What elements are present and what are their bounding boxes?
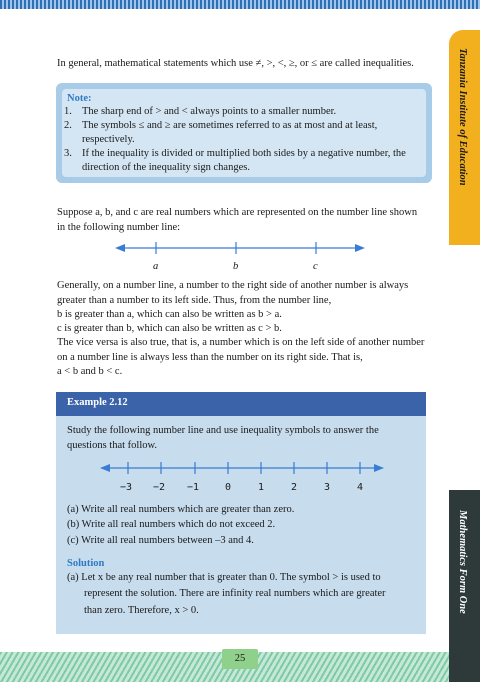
note-title: Note: — [67, 93, 92, 104]
suppose-text: Suppose a, b, and c are real numbers which are represented on the number line shown in the following number line: — [57, 207, 418, 233]
side-book-title: Mathematics Form One — [457, 510, 468, 614]
note-item-number: 2. — [64, 120, 72, 131]
example-question: Study the following number line and use inequality symbols to answer the questions that follow. — [67, 425, 379, 451]
paragraph-line-1: Generally, on a number line, a number to the right side of another number is always greater than a number to its left side. Thus, from the number line, — [57, 280, 409, 306]
solution-line-3: than zero. Therefore, x > 0. — [84, 605, 199, 616]
tick-label: −1 — [187, 482, 200, 493]
side-publisher-text: Tanzania Institute of Education — [457, 48, 468, 186]
top-decorative-stripe — [0, 0, 480, 9]
paragraph-line-4: The vice versa is also true, that is, a number which is on the left side of another number on a number line is always less than the number on its right side. That is, — [57, 337, 425, 363]
note-item — [64, 147, 424, 175]
note-list — [64, 105, 424, 175]
solution-line-2: represent the solution. There are infinity real numbers which are greater — [84, 588, 386, 599]
number-line-integers — [100, 458, 384, 478]
note-item — [64, 105, 424, 119]
paragraph-line-5: a < b and b < c. — [57, 366, 123, 377]
number-line-right-arrow — [355, 244, 365, 252]
solution-line-1: (a) Let x be any real number that is greater than 0. The symbol > is used to — [67, 572, 381, 583]
tick-label: 1 — [258, 482, 265, 493]
example-part-c: (c) Write all real numbers between –3 and 4. — [67, 535, 254, 546]
number-line-abc — [115, 238, 365, 258]
label-b: b — [233, 261, 239, 272]
label-c: c — [313, 261, 318, 272]
number-line-right-arrow — [374, 464, 384, 472]
label-a: a — [153, 261, 159, 272]
note-item-number: 1. — [64, 106, 72, 117]
note-item — [64, 119, 424, 147]
number-line-left-arrow — [115, 244, 125, 252]
paragraph-line-3: c is greater than b, which can also be written as c > b. — [57, 323, 282, 334]
note-item-text: If the inequality is divided or multiplied both sides by a negative number, the direction of the inequality sign changes. — [82, 148, 406, 173]
tick-label: −2 — [153, 482, 166, 493]
tick-label: 0 — [225, 482, 232, 493]
example-part-a: (a) Write all real numbers which are greater than zero. — [67, 504, 295, 515]
tick-label: −3 — [120, 482, 133, 493]
note-item-text: The symbols ≤ and ≥ are sometimes referred to as at most and at least, respectively. — [82, 120, 378, 145]
paragraph-line-2: b is greater than a, which can also be written as b > a. — [57, 309, 282, 320]
page-number: 25 — [222, 649, 258, 669]
solution-title: Solution — [67, 558, 105, 569]
tick-label: 3 — [324, 482, 331, 493]
note-item-number: 3. — [64, 148, 72, 159]
note-item-text: The sharp end of > and < always points to a smaller number. — [82, 106, 337, 117]
number-line-left-arrow — [100, 464, 110, 472]
intro-text: In general, mathematical statements which use ≠, >, <, ≥, or ≤ are called inequalities. — [57, 58, 414, 69]
tick-label: 4 — [357, 482, 364, 493]
example-title: Example 2.12 — [67, 397, 128, 408]
tick-label: 2 — [291, 482, 298, 493]
example-part-b: (b) Write all real numbers which do not exceed 2. — [67, 519, 276, 530]
